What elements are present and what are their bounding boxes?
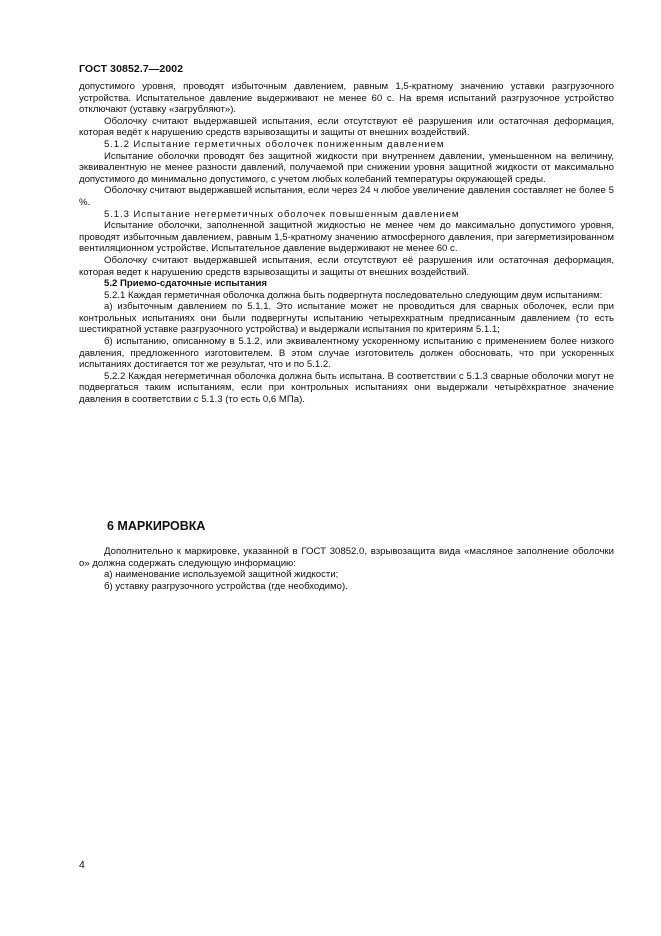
document-header: ГОСТ 30852.7—2002 [79,63,184,75]
paragraph: Оболочку считают выдержавшей испытания, если отсутствуют её разрушения или остаточная деформация, которая ведёт к нарушению средств взрывозащиты и защиты от внешних воздействий. [79,115,614,139]
paragraph: Испытание оболочки, заполненной защитной жидкостью не менее чем до максимально допустимого уровня, проводят избыточным давлением, равным 1,5-кратному значению атмосферного давления, при загерметизированном вентиляционном устройстве. Испытательное давление выдерживают не менее 60 с. [79,220,614,255]
subsection-heading-5-1-3: 5.1.3 Испытание негерметичных оболочек повышенным давлением [104,208,460,220]
section-5-body [79,81,614,406]
paragraph: Дополнительно к маркировке, указанной в ГОСТ 30852.0, взрывозащита вида «масляное заполнение оболочки о» должна содержать следующую информацию: [79,546,614,569]
subsection-heading-5-1-2: 5.1.2 Испытание герметичных оболочек пониженным давлением [104,138,445,150]
paragraph: Оболочку считают выдержавшей испытания, если отсутствуют её разрушения или остаточная деформация, которая ведет к нарушению средств взрывозащиты и защиты от внешних воздействий. [79,254,614,278]
list-item: а) избыточным давлением по 5.1.1. Это испытание может не проводиться для сварных оболочек, если при контрольных испытаниях они были подвергнуты испытанию четырехкратным предписанным давлением (то есть шестикратной уставке разгрузочного устройства) и выдержали испытания по критериям 5.1.1; [79,301,614,336]
list-item: б) испытанию, описанному в 5.1.2, или эквивалентному ускоренному испытанию с применением более низкого давления, предложенного изготовителем. В этом случае изготовитель должен обосновать, что при ускоренных испытаниях достигается тот же результат, что и по 5.1.2. [79,336,614,371]
subsection-heading-5-2: 5.2 Приемо-сдаточные испытания [104,278,267,290]
section-6-body [79,546,614,592]
list-item: б) уставку разгрузочного устройства (где необходимо). [104,580,348,592]
list-item: а) наименование используемой защитной жидкости; [104,569,339,581]
paragraph: Оболочку считают выдержавшей испытания, если через 24 ч любое увеличение давления составляет не более 5 %. [79,185,614,208]
paragraph: Испытание оболочки проводят без защитной жидкости при внутреннем давлении, уменьшенном на величину, эквивалентную не менее разности давлений, получаемой при снижении уровня защитной жидкости от максимально допустимого до минимально допустимого, с учетом любых колебаний температуры окружающей среды. [79,150,614,185]
paragraph-continuation: допустимого уровня, проводят избыточным давлением, равным 1,5-кратному значению уставки разгрузочного устройства. Испытательное давление выдерживают не менее 60 с. На время испытаний разгрузочное устройство отключают (уставку «загрубляют»). [79,81,614,116]
page-number: 4 [79,859,85,871]
section-6-title: 6 МАРКИРОВКА [107,519,206,533]
paragraph: 5.2.1 Каждая герметичная оболочка должна быть подвергнута последовательно следующим двум испытаниям: [104,289,603,301]
paragraph: 5.2.2 Каждая негерметичная оболочка должна быть испытана. В соответствии с 5.1.3 сварные оболочки могут не подвергаться таким испытаниям, если при контрольных испытаниях они выдержали четырёхкратное значение давления в соответствии с 5.1.3 (то есть 0,6 МПа). [79,370,614,406]
